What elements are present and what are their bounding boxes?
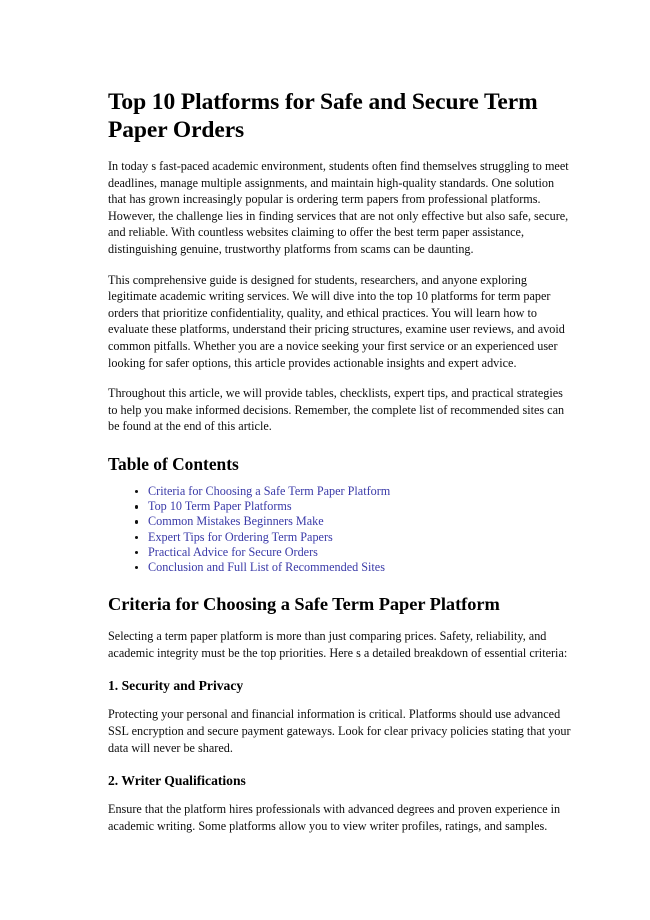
document-content (108, 88, 572, 848)
list-item (108, 499, 572, 514)
criteria-section-heading: Criteria for Choosing a Safe Term Paper Platform (108, 594, 500, 615)
list-item (108, 514, 572, 529)
toc-link-top-10-platforms[interactable]: Top 10 Term Paper Platforms (148, 499, 292, 514)
intro-paragraph-3: Throughout this article, we will provide tables, checklists, expert tips, and practical strategies to help you make informed decisions. Remember, the complete list of recommended sites can be found at the end of this article. (108, 386, 565, 434)
intro-paragraph-2: This comprehensive guide is designed for students, researchers, and anyone exploring legitimate academic writing services. We will dive into the top 10 platforms for term paper orders that prioritize confidentiality, quality, and ethical practices. You will learn how to evaluate these platforms, understand their pricing structures, examine user reviews, and avoid common pitfalls. Whether you are a novice seeking your first service or an experienced user looking for safer options, this article provides actionable insights and expert advice. (108, 272, 565, 370)
toc-link-expert-tips[interactable]: Expert Tips for Ordering Term Papers (148, 529, 333, 544)
criteria-intro-paragraph: Selecting a term paper platform is more than just comparing prices. Safety, reliability, and academic integrity must be the top priorities. Here s a detailed breakdown of essential criteria: (108, 629, 568, 660)
list-item (108, 545, 572, 560)
toc-link-common-mistakes[interactable]: Common Mistakes Beginners Make (148, 514, 324, 529)
toc-link-conclusion[interactable]: Conclusion and Full List of Recommended Sites (148, 559, 385, 574)
list-item (108, 560, 572, 575)
table-of-contents-heading: Table of Contents (108, 453, 239, 474)
bullet-icon (135, 490, 138, 493)
bullet-icon (135, 505, 138, 508)
list-item (108, 530, 572, 545)
intro-paragraph-1: In today s fast-paced academic environment, students often find themselves struggling to meet deadlines, manage multiple assignments, and maintain high-quality standards. One solution that has grown increasingly popular is ordering term papers from professional platforms. However, the challenge lies in finding services that are not only effective but also safe, secure, and reliable. With countless websites claiming to offer the best term paper assistance, distinguishing genuine, trustworthy platforms from scams can be daunting. (108, 159, 569, 256)
subsection-body-security-and-privacy: Protecting your personal and financial information is critical. Platforms should use advanced SSL encryption and secure payment gateways. Look for clear privacy policies stating that your data will never be shared. (108, 707, 571, 755)
bullet-icon (135, 566, 138, 569)
subsection-heading-security-and-privacy: 1. Security and Privacy (108, 678, 244, 694)
bullet-icon (135, 520, 138, 523)
subsection-body-writer-qualifications: Ensure that the platform hires professionals with advanced degrees and proven experience in academic writing. Some platforms allow you to view writer profiles, ratings, and samples. (108, 802, 561, 833)
table-of-contents-list (108, 484, 572, 575)
subsection-heading-writer-qualifications: 2. Writer Qualifications (108, 773, 246, 789)
page-title: Top 10 Platforms for Safe and Secure Term Paper Orders (108, 89, 538, 143)
list-item (108, 484, 572, 499)
toc-link-practical-advice[interactable]: Practical Advice for Secure Orders (148, 544, 318, 559)
bullet-icon (135, 551, 138, 554)
toc-link-criteria[interactable]: Criteria for Choosing a Safe Term Paper Platform (148, 483, 391, 498)
bullet-icon (135, 536, 138, 539)
